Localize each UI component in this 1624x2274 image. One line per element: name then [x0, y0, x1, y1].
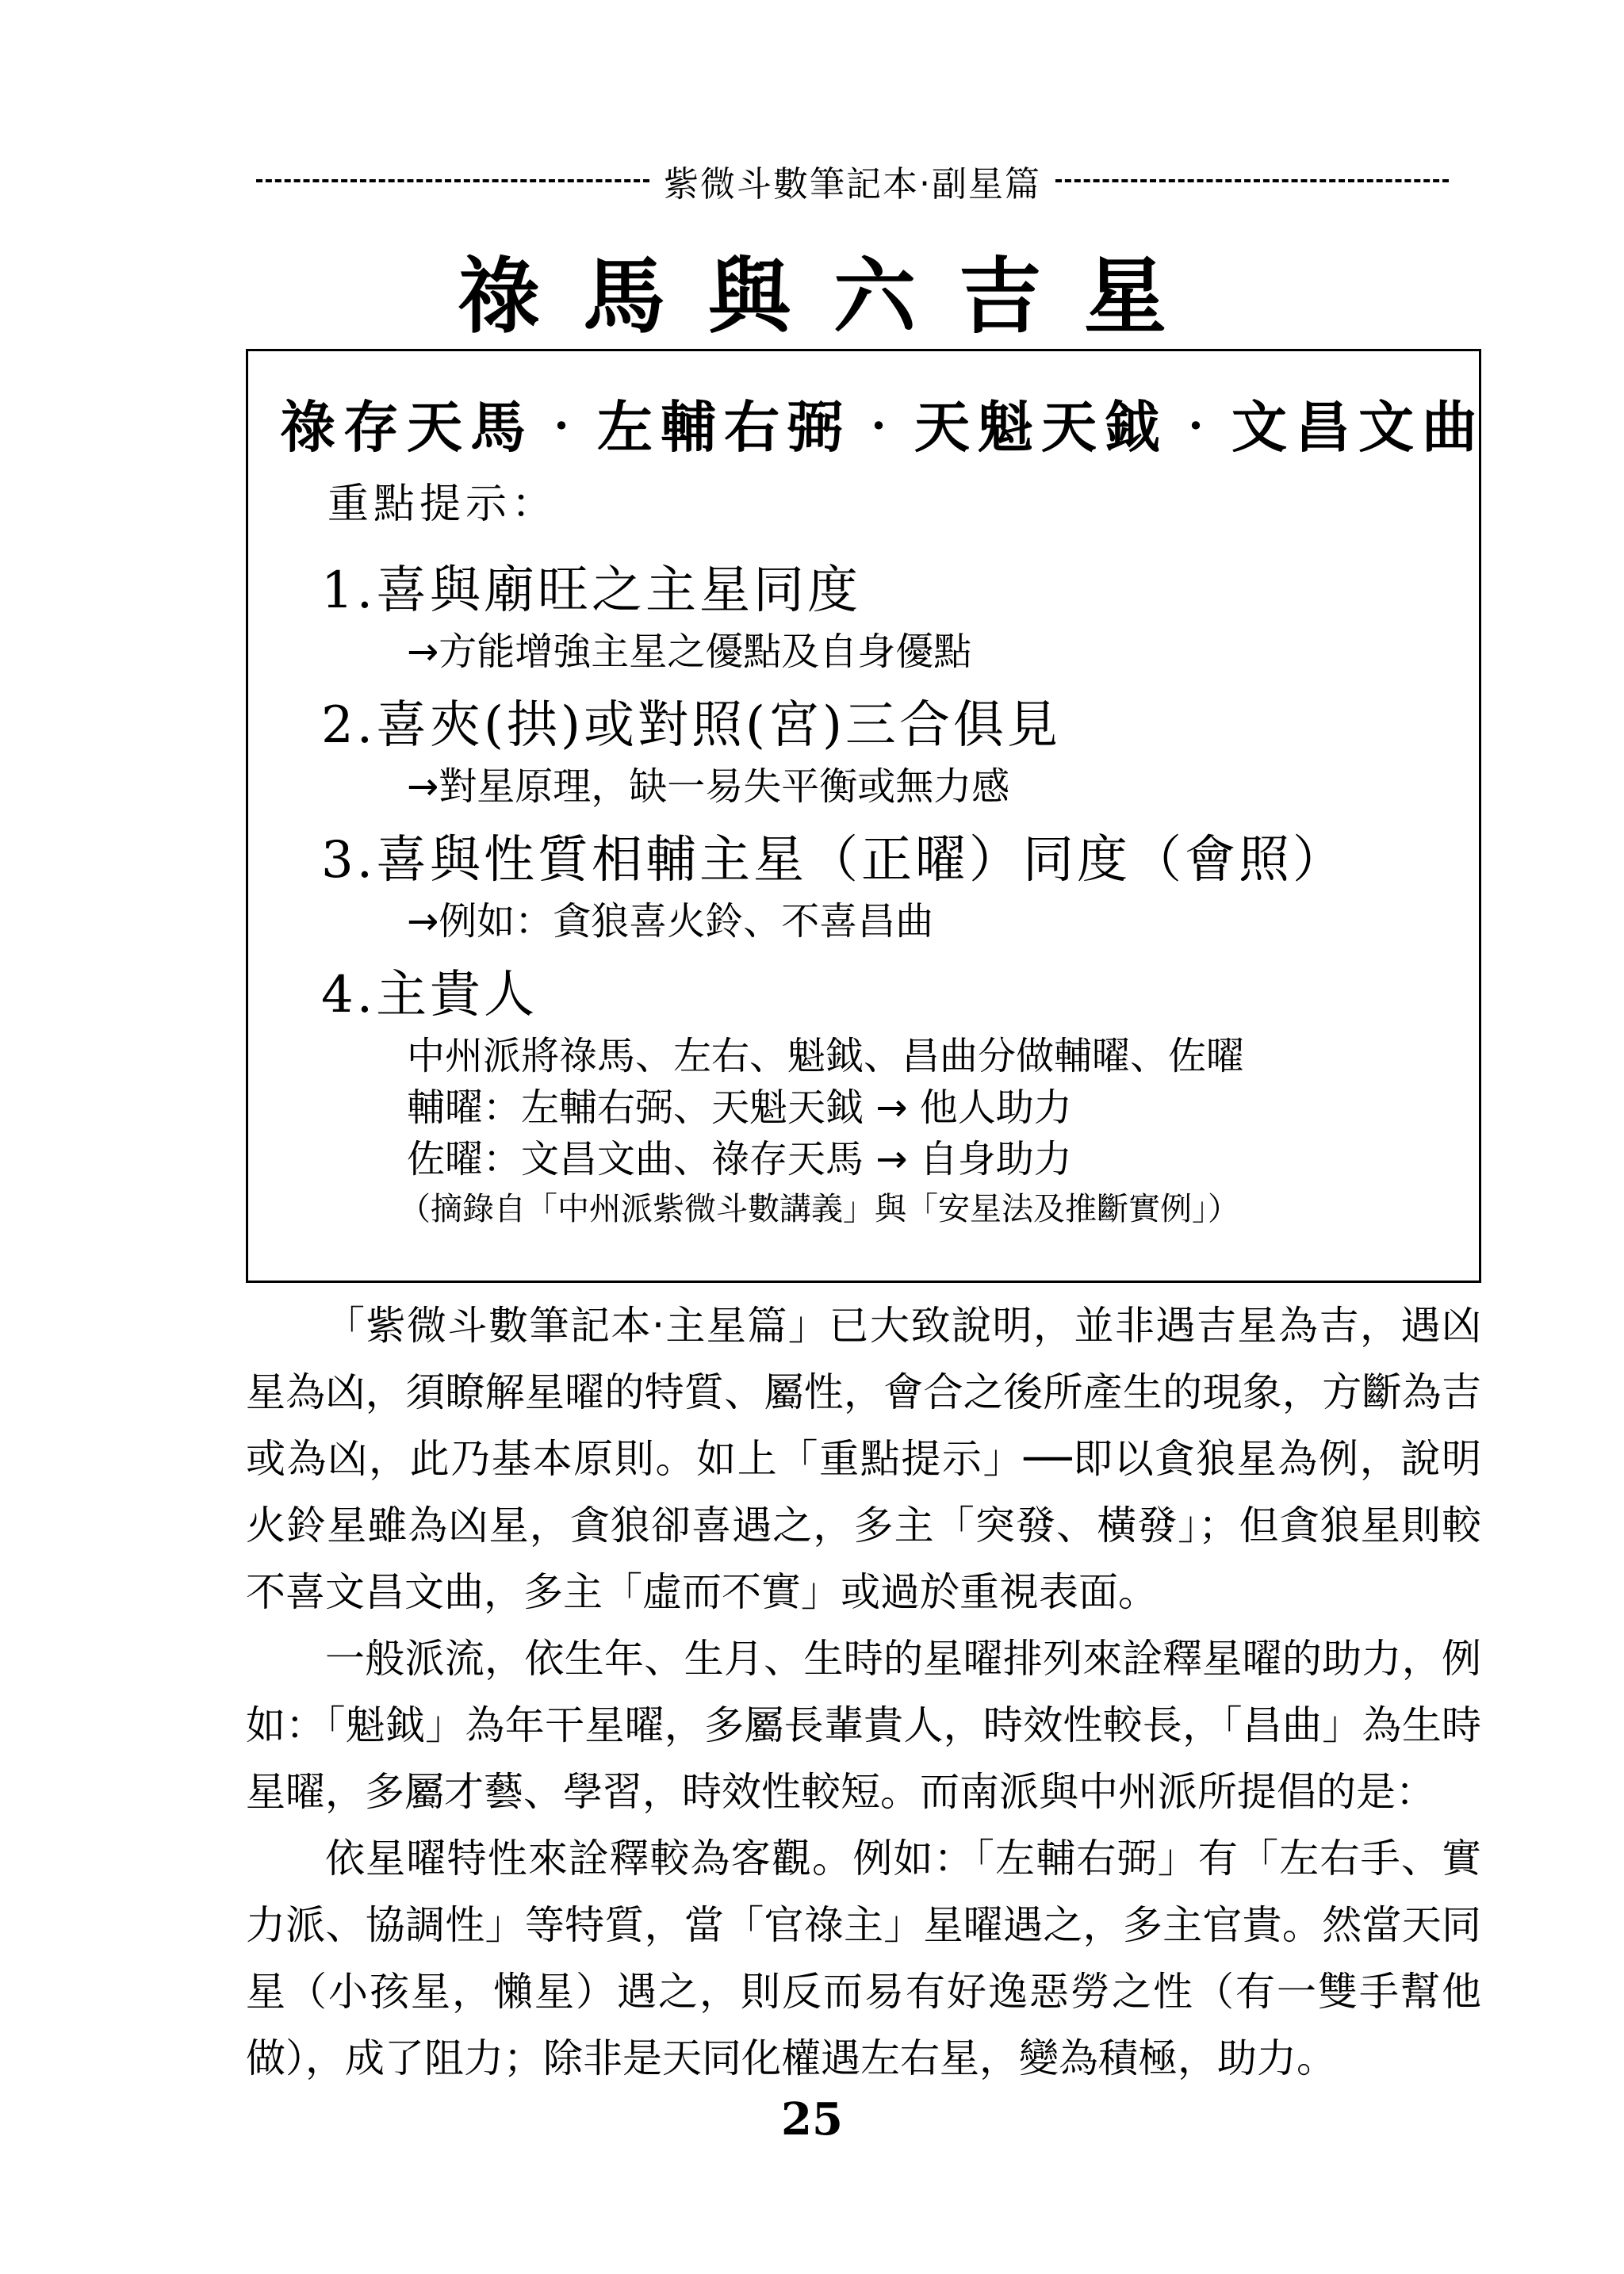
- page-number: 25: [781, 2093, 843, 2146]
- point-4-line-1: 中州派將祿馬、左右、魁鉞、昌曲分做輔曜、佐曜: [407, 1034, 1245, 1078]
- running-header: [242, 159, 1463, 203]
- point-1-title: 1.喜與廟旺之主星同度: [321, 561, 862, 620]
- running-title: 紫微斗數筆記本‧副星篇: [664, 164, 1041, 205]
- paragraph-1: 「紫微斗數筆記本‧主星篇」已大致說明，並非遇吉星為吉，遇凶星為凶，須瞭解星曜的特質、屬性，會合之後所產生的現象，方斷為吉或為凶，此乃基本原則。如上「重點提示」──即以貪狼星為例，說明火鈴星雖為凶星，貪狼卻喜遇之，多主「突發、橫發」；但貪狼星則較不喜文昌文曲，多主「虛而不實」或過於重視表面。: [246, 1303, 1481, 1615]
- point-2-title: 2.喜夾(拱)或對照(宮)三合俱見: [321, 696, 1061, 755]
- key-points-box: [246, 349, 1485, 1283]
- hint-label: 重點提示：: [327, 480, 558, 528]
- paragraph-3: 依星曜特性來詮釋較為客觀。例如：「左輔右弼」有「左右手、實力派、協調性」等特質，當「官祿主」星曜遇之，多主官貴。然當天同星（小孩星，懶星）遇之，則反而易有好逸惡勞之性（有一雙手幫他做），成了阻力；除非是天同化權遇左右星，變為積極，助力。: [246, 1836, 1481, 2081]
- citation: （摘錄自「中州派紫微斗數講義」與「安星法及推斷實例」）: [399, 1191, 1239, 1227]
- point-4-line-2: 輔曜：左輔右弼、天魁天鉞 → 他人助力: [407, 1085, 1072, 1130]
- header-left-rule: [256, 179, 649, 182]
- point-2-detail: →對星原理，缺一易失平衡或無力感: [407, 764, 1010, 809]
- box-heading: 祿存天馬‧左輔右弼‧天魁天鉞‧文昌文曲: [280, 394, 1485, 460]
- page-title: 祿馬與六吉星: [457, 247, 1209, 345]
- point-4-title: 4.主貴人: [321, 966, 538, 1024]
- point-4-line-3: 佐曜：文昌文曲、祿存天馬 → 自身助力: [407, 1137, 1072, 1181]
- body-text: [246, 1292, 1481, 2092]
- point-1-detail: →方能增強主星之優點及自身優點: [407, 630, 972, 674]
- point-3-title: 3.喜與性質相輔主星（正曜）同度（會照）: [321, 831, 1347, 890]
- header-right-rule: [1055, 179, 1449, 182]
- paragraph-2: 一般派流，依生年、生月、生時的星曜排列來詮釋星曜的助力，例如：「魁鉞」為年干星曜，多屬長輩貴人，時效性較長，「昌曲」為生時星曜，多屬才藝、學習，時效性較短。而南派與中州派所提倡的是：: [246, 1636, 1481, 1815]
- point-3-detail: →例如：貪狼喜火鈴、不喜昌曲: [407, 899, 934, 944]
